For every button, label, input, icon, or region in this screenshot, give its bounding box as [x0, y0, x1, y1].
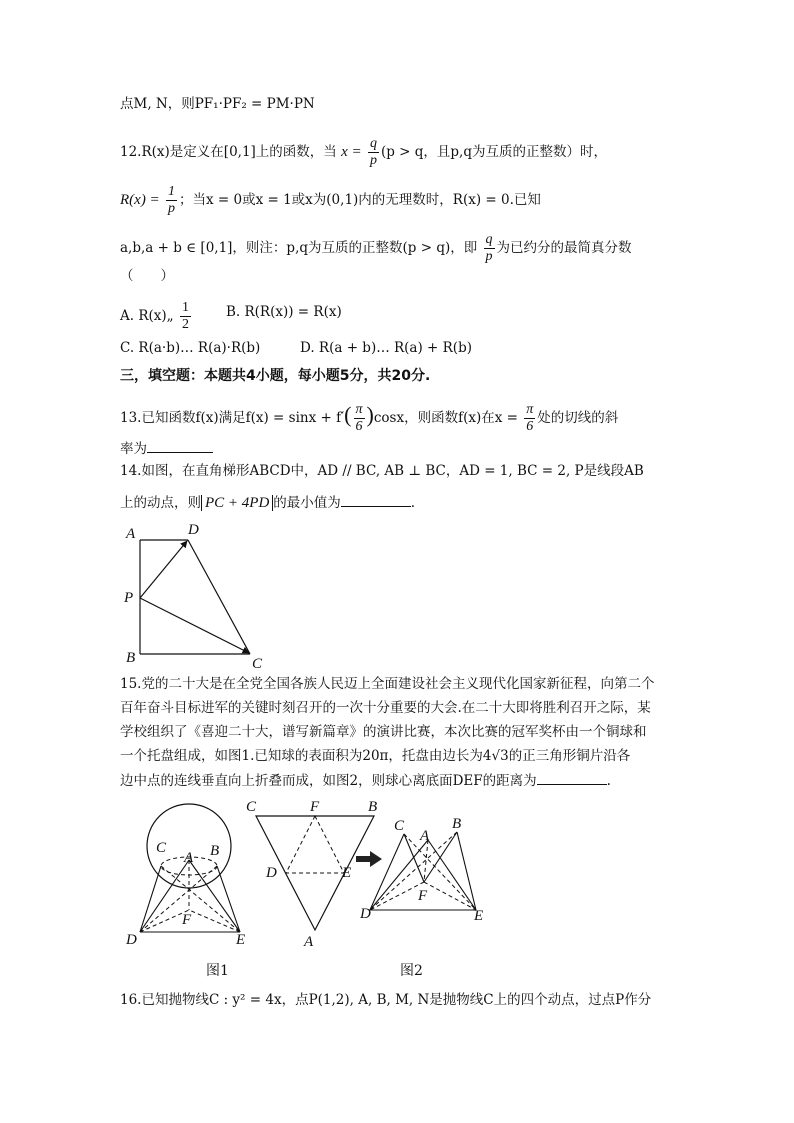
fraction-pi-over-6: $\frac{\pi}{6}$ — [355, 402, 363, 434]
fig2b-point-a: A — [420, 828, 430, 844]
section-3-heading: 三，填空题：本题共4小题，每小题5分，共20分. — [120, 368, 431, 384]
q15-line-1: 15.党的二十大是在全党全国各族人民迈上全面建设社会主义现代化国家新征程，向第二个 — [120, 676, 655, 692]
fig2b-point-b: B — [452, 816, 462, 832]
q13-line-1: 13.已知函数f(x)满足f(x) = sinx + f′( $\frac{\pi}{6}$ )cosx，则函数f(x)在x = $\frac{\pi}{6}$ 处的切线的斜 — [120, 402, 619, 434]
fig2-point-a: A — [304, 934, 314, 950]
fig1-point-d: D — [126, 932, 137, 948]
fraction-q-over-p: $\frac{q}{p}$ — [369, 136, 377, 168]
fig2b-point-f: F — [418, 888, 428, 904]
point-c-label: C — [252, 656, 263, 670]
q12-paren: （ ） — [120, 268, 174, 284]
fig1-point-c: C — [156, 840, 167, 856]
q12-option-b: B. R(R(x)) = R(x) — [226, 304, 342, 320]
q13-line-2: 率为 — [120, 438, 213, 459]
point-b-label: B — [126, 650, 136, 666]
fraction-one-over-p: $\frac{1}{p}$ — [167, 184, 175, 216]
figure-2-folded-tray — [360, 812, 490, 927]
q16-line-1: 16.已知抛物线C : y² = 4x，点P(1,2), A, B, M, N是抛物线C上的四个动点，过点P作分 — [120, 992, 652, 1008]
point-d-label: D — [188, 522, 199, 538]
fig2b-point-d: D — [360, 906, 371, 922]
point-a-label: A — [126, 526, 136, 542]
q12-line-2: R(x) = $\frac{1}{p}$ ；当x = 0或x = 1或x为(0,1)内的无理数时，R(x) = 0.已知 — [120, 184, 541, 216]
answer-blank-15[interactable] — [537, 770, 607, 785]
figure-trapezoid-abcd — [118, 520, 268, 670]
q14-line-1: 14.如图，在直角梯形ABCD中，AD // BC, AB ⊥ BC，AD = 1, BC = 2, P是线段AB — [120, 463, 644, 479]
caption-figure-2: 图2 — [400, 963, 423, 979]
fraction-q-over-p-2: $\frac{q}{p}$ — [485, 232, 493, 264]
q12-line-1: 12.R(x)是定义在[0,1]上的函数，当 x = $\frac{q}{p}$ (p > q，且p,q为互质的正整数）时， — [120, 136, 607, 168]
fig2-point-f: F — [310, 799, 320, 815]
q14-line-2: 上的动点，则 PC + 4PD 的最小值为 . — [120, 492, 415, 513]
q12-option-d: D. R(a + b)… R(a) + R(b) — [300, 340, 472, 356]
fig2b-point-c: C — [394, 818, 405, 834]
figure-1-trophy — [122, 798, 257, 948]
point-p-label: P — [124, 590, 134, 606]
fig1-point-b: B — [210, 843, 220, 859]
q12-option-a: A. R(x)„ $\frac{1}{2}$ — [120, 300, 189, 332]
q12-option-c: C. R(a·b)… R(a)·R(b) — [120, 340, 261, 356]
fig2-point-c: C — [246, 799, 257, 815]
answer-blank-13[interactable] — [147, 438, 213, 453]
fig2-point-e: E — [342, 865, 352, 881]
fig2b-point-e: E — [474, 908, 484, 924]
fig2-point-d: D — [266, 865, 277, 881]
fig1-point-f: F — [182, 912, 192, 928]
q15-line-3: 学校组织了《喜迎二十大，谱写新篇章》的演讲比赛，本次比赛的冠军奖杯由一个铜球和 — [120, 724, 647, 740]
fig1-point-e: E — [236, 932, 246, 948]
q15-line-5: 边中点的连线垂直向上折叠而成，如图2，则球心离底面DEF的距离为 . — [120, 770, 611, 791]
line-conclusion: 点M, N，则PF₁·PF₂ = PM·PN — [120, 96, 315, 112]
vector-expression: PC + 4PD — [201, 495, 273, 511]
caption-figure-1: 图1 — [206, 963, 229, 979]
q15-line-2: 百年奋斗目标进军的关键时刻召开的一次十分重要的大会.在二十大即将胜利召开之际，某 — [120, 700, 651, 716]
fig1-point-a: A — [184, 850, 194, 866]
q12-line-3: a,b,a + b ∈ [0,1]，则注：p,q为互质的正整数(p > q)，即 $\frac{q}{p}$ 为已约分的最简真分数 — [120, 232, 632, 264]
fig2-point-b: B — [368, 799, 378, 815]
fraction-pi-over-6-2: $\frac{\pi}{6}$ — [526, 402, 534, 434]
fraction-half: $\frac{1}{2}$ — [181, 300, 189, 332]
answer-blank-14[interactable] — [341, 492, 411, 507]
q15-line-4: 一个托盘组成，如图1.已知球的表面积为20π，托盘由边长为4√3的正三角形铜片沿各 — [120, 748, 631, 764]
